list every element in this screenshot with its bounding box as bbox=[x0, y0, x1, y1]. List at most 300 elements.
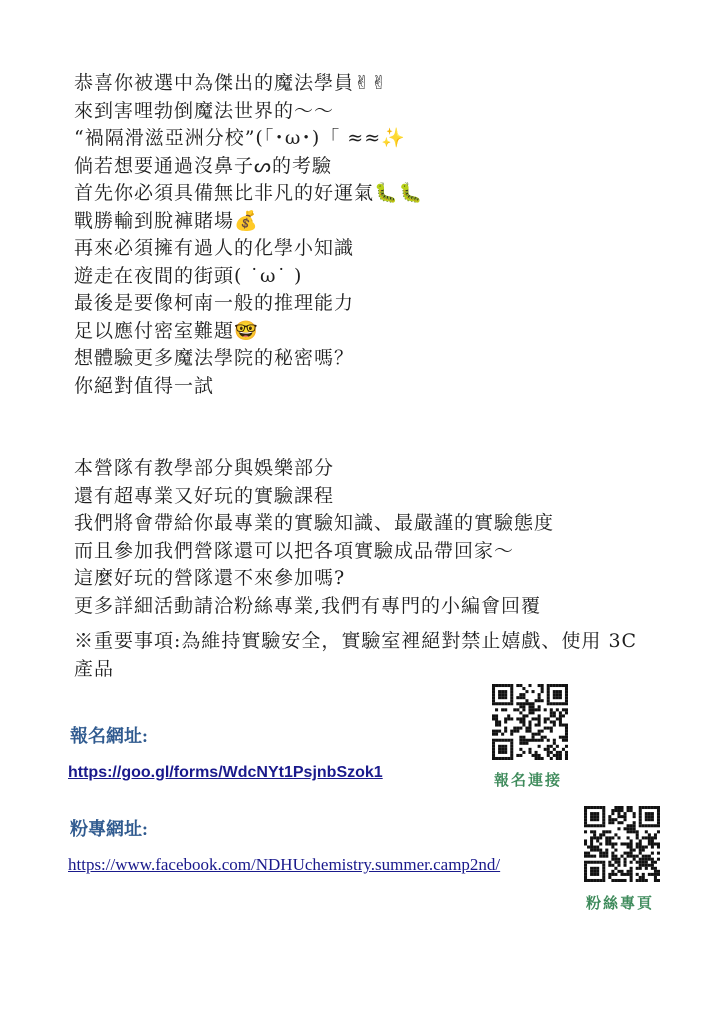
qr-module bbox=[614, 867, 617, 870]
qr-module bbox=[596, 812, 599, 815]
qr-module bbox=[501, 739, 504, 742]
qr-module bbox=[654, 861, 657, 864]
qr-module bbox=[562, 684, 565, 687]
qr-module bbox=[627, 836, 630, 839]
qr-module bbox=[639, 864, 642, 867]
qr-module bbox=[504, 696, 507, 699]
qr-module bbox=[590, 824, 593, 827]
qr-module bbox=[510, 751, 513, 754]
qr-module bbox=[541, 739, 544, 742]
qr-module bbox=[645, 858, 648, 861]
qr-module bbox=[510, 754, 513, 757]
qr-module bbox=[608, 876, 611, 879]
qr-module bbox=[620, 873, 623, 876]
qr-module bbox=[501, 751, 504, 754]
qr-module bbox=[587, 806, 590, 809]
qr-module bbox=[590, 846, 593, 849]
qr-module bbox=[492, 702, 495, 705]
qr-module bbox=[498, 696, 501, 699]
qr-module bbox=[553, 693, 556, 696]
qr-module bbox=[544, 708, 547, 711]
qr-module bbox=[565, 684, 568, 687]
qr-module bbox=[587, 824, 590, 827]
qr-module bbox=[544, 727, 547, 730]
qr-module bbox=[636, 846, 639, 849]
qr-module bbox=[584, 876, 587, 879]
qr-module bbox=[633, 849, 636, 852]
qr-module bbox=[590, 836, 593, 839]
qr-module bbox=[620, 842, 623, 845]
qr-module bbox=[519, 720, 522, 723]
qr-module bbox=[532, 754, 535, 757]
qr-module bbox=[541, 730, 544, 733]
qr-module bbox=[510, 684, 513, 687]
qr-module bbox=[513, 727, 516, 730]
qr-module bbox=[492, 745, 495, 748]
qr-module bbox=[651, 842, 654, 845]
qr-module bbox=[504, 702, 507, 705]
qr-module bbox=[593, 815, 596, 818]
qr-module bbox=[519, 736, 522, 739]
qr-module bbox=[522, 687, 525, 690]
qr-module bbox=[620, 809, 623, 812]
qr-module bbox=[553, 748, 556, 751]
qr-module bbox=[593, 818, 596, 821]
qr-module bbox=[642, 864, 645, 867]
qr-module bbox=[562, 708, 565, 711]
qr-module bbox=[559, 717, 562, 720]
qr-module bbox=[636, 830, 639, 833]
qr-module bbox=[544, 717, 547, 720]
registration-qr-code bbox=[492, 684, 568, 760]
qr-module bbox=[596, 867, 599, 870]
qr-module bbox=[559, 711, 562, 714]
qr-module bbox=[525, 739, 528, 742]
qr-module bbox=[602, 852, 605, 855]
qr-module bbox=[593, 836, 596, 839]
paragraph-gap bbox=[74, 400, 674, 428]
qr-module bbox=[651, 867, 654, 870]
registration-qr-caption: 報名連接 bbox=[494, 771, 563, 789]
qr-module bbox=[596, 824, 599, 827]
qr-module bbox=[605, 839, 608, 842]
qr-module bbox=[654, 833, 657, 836]
qr-module bbox=[538, 708, 541, 711]
qr-module bbox=[541, 699, 544, 702]
qr-module bbox=[642, 836, 645, 839]
qr-module bbox=[590, 879, 593, 882]
qr-module bbox=[522, 696, 525, 699]
qr-module bbox=[492, 730, 495, 733]
qr-module bbox=[639, 867, 642, 870]
qr-module bbox=[593, 824, 596, 827]
qr-module bbox=[528, 720, 531, 723]
qr-module bbox=[492, 742, 495, 745]
qr-module bbox=[657, 830, 660, 833]
qr-module bbox=[562, 739, 565, 742]
qr-module bbox=[550, 751, 553, 754]
qr-module bbox=[584, 824, 587, 827]
qr-module bbox=[528, 739, 531, 742]
qr-module bbox=[651, 858, 654, 861]
qr-module bbox=[556, 745, 559, 748]
qr-module bbox=[630, 867, 633, 870]
qr-module bbox=[519, 742, 522, 745]
qr-module bbox=[528, 702, 531, 705]
qr-module bbox=[614, 861, 617, 864]
qr-module bbox=[519, 702, 522, 705]
qr-module bbox=[519, 739, 522, 742]
qr-module bbox=[522, 705, 525, 708]
qr-module bbox=[614, 858, 617, 861]
qr-module bbox=[541, 736, 544, 739]
qr-module bbox=[590, 839, 593, 842]
qr-module bbox=[654, 806, 657, 809]
qr-module bbox=[507, 739, 510, 742]
qr-module bbox=[648, 864, 651, 867]
qr-module bbox=[630, 809, 633, 812]
qr-module bbox=[617, 806, 620, 809]
qr-module bbox=[528, 727, 531, 730]
qr-module bbox=[645, 836, 648, 839]
qr-module bbox=[556, 684, 559, 687]
qr-module bbox=[584, 870, 587, 873]
qr-module bbox=[522, 720, 525, 723]
qr-module bbox=[550, 720, 553, 723]
qr-module bbox=[559, 693, 562, 696]
qr-module bbox=[507, 757, 510, 760]
qr-module bbox=[584, 806, 587, 809]
qr-module bbox=[519, 717, 522, 720]
qr-module bbox=[495, 733, 498, 736]
qr-module bbox=[565, 736, 568, 739]
qr-module bbox=[522, 714, 525, 717]
qr-module bbox=[602, 870, 605, 873]
qr-module bbox=[608, 821, 611, 824]
qr-module bbox=[547, 751, 550, 754]
intro-line: 想體驗更多魔法學院的秘密嗎？ bbox=[74, 347, 355, 369]
qr-module bbox=[587, 879, 590, 882]
qr-module bbox=[602, 873, 605, 876]
qr-module bbox=[590, 870, 593, 873]
qr-module bbox=[553, 742, 556, 745]
qr-module bbox=[587, 846, 590, 849]
qr-module bbox=[602, 815, 605, 818]
qr-module bbox=[584, 879, 587, 882]
qr-module bbox=[553, 714, 556, 717]
qr-module bbox=[611, 858, 614, 861]
qr-module bbox=[620, 815, 623, 818]
qr-module bbox=[510, 757, 513, 760]
qr-module bbox=[565, 690, 568, 693]
qr-module bbox=[624, 815, 627, 818]
qr-module bbox=[559, 684, 562, 687]
qr-module bbox=[553, 684, 556, 687]
intro-line: 恭喜你被選中為傑出的魔法學員✌︎✌︎ bbox=[74, 72, 388, 94]
qr-module bbox=[590, 815, 593, 818]
qr-module bbox=[657, 815, 660, 818]
registration-link[interactable]: https://goo.gl/forms/WdcNYt1PsjnbSzok1 bbox=[68, 764, 383, 781]
qr-module bbox=[492, 717, 495, 720]
qr-module bbox=[608, 830, 611, 833]
qr-module bbox=[636, 833, 639, 836]
qr-module bbox=[519, 705, 522, 708]
qr-module bbox=[614, 879, 617, 882]
qr-module bbox=[617, 879, 620, 882]
qr-module bbox=[538, 696, 541, 699]
qr-module bbox=[528, 724, 531, 727]
qr-module bbox=[624, 818, 627, 821]
qr-module bbox=[624, 812, 627, 815]
qr-module bbox=[535, 708, 538, 711]
qr-module bbox=[633, 830, 636, 833]
qr-module bbox=[584, 839, 587, 842]
fanpage-label: 粉專網址: bbox=[70, 819, 148, 839]
qr-module bbox=[657, 806, 660, 809]
detail-line: 我們將會帶給你最專業的實驗知識、最嚴謹的實驗態度 bbox=[74, 512, 555, 534]
qr-module bbox=[553, 690, 556, 693]
qr-module bbox=[608, 815, 611, 818]
qr-module bbox=[611, 873, 614, 876]
qr-module bbox=[642, 879, 645, 882]
qr-module bbox=[636, 842, 639, 845]
qr-module bbox=[559, 751, 562, 754]
qr-module bbox=[627, 824, 630, 827]
qr-module bbox=[614, 806, 617, 809]
intro-line: 你絕對值得一試 bbox=[74, 374, 215, 397]
qr-module bbox=[559, 702, 562, 705]
qr-module bbox=[550, 684, 553, 687]
qr-module bbox=[645, 867, 648, 870]
qr-module bbox=[614, 818, 617, 821]
qr-module bbox=[556, 693, 559, 696]
qr-module bbox=[584, 873, 587, 876]
qr-module bbox=[492, 690, 495, 693]
qr-module bbox=[639, 846, 642, 849]
qr-module bbox=[519, 693, 522, 696]
qr-module bbox=[620, 821, 623, 824]
qr-module bbox=[541, 687, 544, 690]
qr-module bbox=[599, 861, 602, 864]
qr-module bbox=[611, 855, 614, 858]
qr-module bbox=[611, 879, 614, 882]
qr-module bbox=[584, 818, 587, 821]
qr-module bbox=[584, 815, 587, 818]
qr-module bbox=[617, 864, 620, 867]
qr-module bbox=[495, 684, 498, 687]
qr-module bbox=[630, 861, 633, 864]
qr-module bbox=[648, 812, 651, 815]
qr-module bbox=[562, 736, 565, 739]
qr-module bbox=[519, 754, 522, 757]
qr-module bbox=[657, 824, 660, 827]
qr-module bbox=[528, 684, 531, 687]
qr-module bbox=[538, 705, 541, 708]
qr-module bbox=[605, 849, 608, 852]
qr-module bbox=[519, 748, 522, 751]
qr-module bbox=[617, 836, 620, 839]
qr-module bbox=[538, 699, 541, 702]
qr-module bbox=[648, 858, 651, 861]
qr-module bbox=[633, 824, 636, 827]
qr-module bbox=[611, 821, 614, 824]
qr-module bbox=[593, 873, 596, 876]
qr-module bbox=[639, 839, 642, 842]
qr-module bbox=[596, 879, 599, 882]
qr-module bbox=[528, 748, 531, 751]
qr-module bbox=[498, 684, 501, 687]
qr-module bbox=[538, 739, 541, 742]
qr-module bbox=[538, 717, 541, 720]
qr-module bbox=[492, 684, 495, 687]
qr-module bbox=[611, 809, 614, 812]
qr-module bbox=[556, 757, 559, 760]
qr-module bbox=[556, 751, 559, 754]
qr-module bbox=[492, 748, 495, 751]
qr-module bbox=[639, 824, 642, 827]
qr-module bbox=[504, 748, 507, 751]
qr-module bbox=[596, 846, 599, 849]
qr-module bbox=[547, 717, 550, 720]
qr-module bbox=[593, 855, 596, 858]
qr-module bbox=[562, 748, 565, 751]
qr-module bbox=[642, 873, 645, 876]
qr-module bbox=[544, 720, 547, 723]
qr-module bbox=[495, 708, 498, 711]
qr-module bbox=[544, 748, 547, 751]
qr-module bbox=[507, 684, 510, 687]
qr-module bbox=[645, 861, 648, 864]
qr-module bbox=[648, 818, 651, 821]
qr-module bbox=[633, 815, 636, 818]
qr-module bbox=[510, 690, 513, 693]
qr-module bbox=[630, 873, 633, 876]
qr-module bbox=[654, 824, 657, 827]
qr-module bbox=[565, 730, 568, 733]
qr-module bbox=[642, 855, 645, 858]
detail-line: 更多詳細活動請洽粉絲專業,我們有專門的小編會回覆 bbox=[74, 594, 542, 617]
qr-module bbox=[657, 846, 660, 849]
detail-line: 本營隊有教學部分與娛樂部分 bbox=[74, 457, 335, 479]
qr-module bbox=[535, 699, 538, 702]
qr-module bbox=[602, 821, 605, 824]
qr-module bbox=[498, 724, 501, 727]
qr-module bbox=[495, 739, 498, 742]
qr-module bbox=[648, 833, 651, 836]
qr-module bbox=[547, 693, 550, 696]
qr-module bbox=[596, 873, 599, 876]
qr-module bbox=[525, 714, 528, 717]
qr-module bbox=[495, 702, 498, 705]
paragraph-gap bbox=[74, 428, 674, 456]
qr-module bbox=[599, 806, 602, 809]
qr-module bbox=[538, 720, 541, 723]
intro-line: 來到害哩勃倒魔法世界的～～ bbox=[74, 99, 335, 122]
qr-module bbox=[624, 827, 627, 830]
qr-module bbox=[532, 711, 535, 714]
qr-module bbox=[535, 751, 538, 754]
qr-module bbox=[510, 687, 513, 690]
qr-module bbox=[504, 751, 507, 754]
qr-module bbox=[565, 754, 568, 757]
qr-module bbox=[596, 806, 599, 809]
qr-module bbox=[541, 684, 544, 687]
qr-module bbox=[504, 690, 507, 693]
qr-module bbox=[522, 736, 525, 739]
qr-module bbox=[519, 696, 522, 699]
qr-module bbox=[556, 717, 559, 720]
qr-module bbox=[624, 842, 627, 845]
qr-module bbox=[565, 702, 568, 705]
qr-module bbox=[593, 849, 596, 852]
qr-module bbox=[651, 812, 654, 815]
qr-module bbox=[525, 730, 528, 733]
qr-module bbox=[651, 806, 654, 809]
qr-module bbox=[651, 836, 654, 839]
qr-module bbox=[620, 879, 623, 882]
qr-module bbox=[565, 751, 568, 754]
qr-module bbox=[630, 876, 633, 879]
qr-module bbox=[565, 693, 568, 696]
qr-module bbox=[498, 751, 501, 754]
qr-module bbox=[501, 757, 504, 760]
qr-module bbox=[532, 739, 535, 742]
qr-module bbox=[504, 708, 507, 711]
qr-module bbox=[584, 812, 587, 815]
qr-module bbox=[565, 724, 568, 727]
qr-module bbox=[657, 818, 660, 821]
qr-module bbox=[657, 873, 660, 876]
qr-module bbox=[596, 870, 599, 873]
fanpage-qr-caption: 粉絲專頁 bbox=[586, 894, 655, 912]
qr-module bbox=[538, 730, 541, 733]
qr-module bbox=[556, 708, 559, 711]
qr-module bbox=[507, 714, 510, 717]
qr-module bbox=[648, 839, 651, 842]
qr-module bbox=[639, 842, 642, 845]
qr-module bbox=[587, 861, 590, 864]
qr-module bbox=[642, 849, 645, 852]
qr-module bbox=[602, 806, 605, 809]
qr-module bbox=[525, 699, 528, 702]
qr-module bbox=[657, 852, 660, 855]
qr-module bbox=[538, 724, 541, 727]
qr-module bbox=[535, 739, 538, 742]
qr-module bbox=[593, 861, 596, 864]
qr-module bbox=[617, 861, 620, 864]
qr-module bbox=[602, 833, 605, 836]
intro-line: 遊走在夜間的街頭( ˙ω˙ ) bbox=[74, 264, 303, 287]
registration-label: 報名網址: bbox=[70, 726, 148, 746]
qr-module bbox=[565, 711, 568, 714]
qr-module bbox=[492, 693, 495, 696]
fanpage-link[interactable]: https://www.facebook.com/NDHUchemistry.summer.camp2nd/ bbox=[68, 855, 501, 874]
qr-module bbox=[541, 690, 544, 693]
qr-module bbox=[617, 812, 620, 815]
qr-module bbox=[651, 873, 654, 876]
qr-module bbox=[602, 876, 605, 879]
qr-module bbox=[556, 690, 559, 693]
qr-module bbox=[584, 830, 587, 833]
qr-module bbox=[627, 846, 630, 849]
qr-module bbox=[538, 745, 541, 748]
qr-module bbox=[584, 864, 587, 867]
intro-line: 倘若想要通過沒鼻子ᔕ的考驗 bbox=[74, 154, 332, 177]
qr-module bbox=[636, 867, 639, 870]
qr-module bbox=[492, 754, 495, 757]
qr-module bbox=[559, 696, 562, 699]
qr-module bbox=[550, 727, 553, 730]
